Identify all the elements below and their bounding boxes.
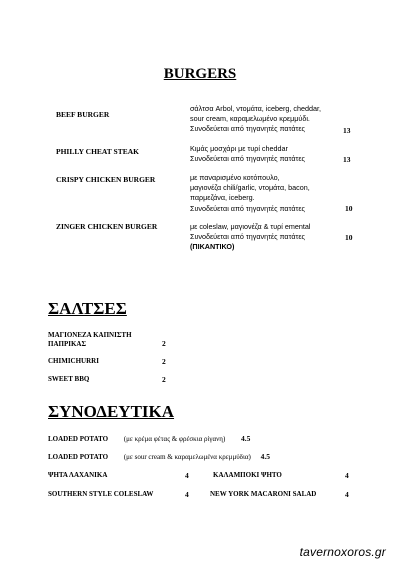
description-line: Συνοδεύεται από τηγανητές πατάτες [190,203,305,213]
sauce-name [48,331,132,349]
burger-name: CRISPY CHICKEN BURGER [56,175,156,184]
burger-price: 10 [345,204,353,213]
burger-name: BEEF BURGER [56,110,110,119]
side-price: 4 [185,490,189,499]
side-name: SOUTHERN STYLE COLESLAW [48,490,154,498]
side-item [48,452,270,461]
burger-description [190,104,321,135]
sauce-name: CHIMICHURRI [48,357,99,365]
side-price: 4 [345,490,349,499]
site-watermark: tavernoxoros.gr [299,545,386,559]
description-line: με coleslaw, μαγιονέζα & τυρί emental [190,222,311,231]
sauces-title: ΣΑΛΤΣΕΣ [48,299,127,318]
description-line: sour cream, καραμελωμένο κρεμμύδι. [190,114,310,124]
sauce-name-line: ΠΑΠΡΙΚΑΣ [48,340,87,348]
side-name: LOADED POTATO [48,453,109,461]
sauce-name-line: ΜΑΓΙΟΝΕΖΑ ΚΑΠΝΙΣΤΗ [48,331,132,339]
page-title: BURGERS [163,66,237,82]
side-name: ΚΑΛΑΜΠΟΚΙ ΨΗΤΟ [213,471,282,479]
description-line: Συνοδεύεται από τηγανητές πατάτες [190,232,305,242]
side-note: (με sour cream & καραμελωμένα κρεμμύδια) [123,453,251,461]
burger-price: 13 [343,126,351,135]
side-price: 4 [185,471,189,480]
burger-description [190,173,310,214]
burger-price: 10 [345,233,353,242]
sauce-name: SWEET BBQ [48,375,90,383]
description-line: (ΠΙΚΑΝΤΙΚΟ) [190,242,235,252]
sides-title: ΣΥΝΟΔΕΥΤΙΚΑ [48,402,175,421]
description-line: παρμεζάνα, iceberg. [190,193,255,203]
burger-name: PHILLY CHEAT STEAK [56,147,139,156]
description-line: σάλτσα Arbol, ντομάτα, iceberg, cheddar, [190,104,321,113]
side-price: 4.5 [241,434,251,443]
sauce-price: 2 [162,339,166,348]
burger-description [190,222,310,253]
description-line: μαγιονέζα chili/garlic, ντομάτα, bacon, [190,183,310,193]
burger-price: 13 [343,155,351,164]
side-name: NEW YORK MACARONI SALAD [210,490,317,498]
side-price: 4.5 [260,452,270,461]
burger-name: ZINGER CHICKEN BURGER [56,222,158,231]
side-price: 4 [345,471,349,480]
description-line: Κιμάς μοσχάρι με τυρί cheddar [190,144,288,153]
side-item [48,434,250,443]
description-line: Συνοδεύεται από τηγανητές πατάτες [190,124,305,134]
description-line: Συνοδεύεται από τηγανητές πατάτες [190,154,305,164]
sauce-price: 2 [162,357,166,366]
burger-description [190,144,305,164]
side-name: LOADED POTATO [48,435,109,443]
description-line: με παναρισμένο κοτόπουλο, [190,173,280,182]
side-note: (με κρέμα φέτας & φρέσκια ρίγανη) [123,435,226,443]
side-name: ΨΗΤΑ ΛΑΧΑΝΙΚΑ [48,471,108,479]
sauce-price: 2 [162,375,166,384]
